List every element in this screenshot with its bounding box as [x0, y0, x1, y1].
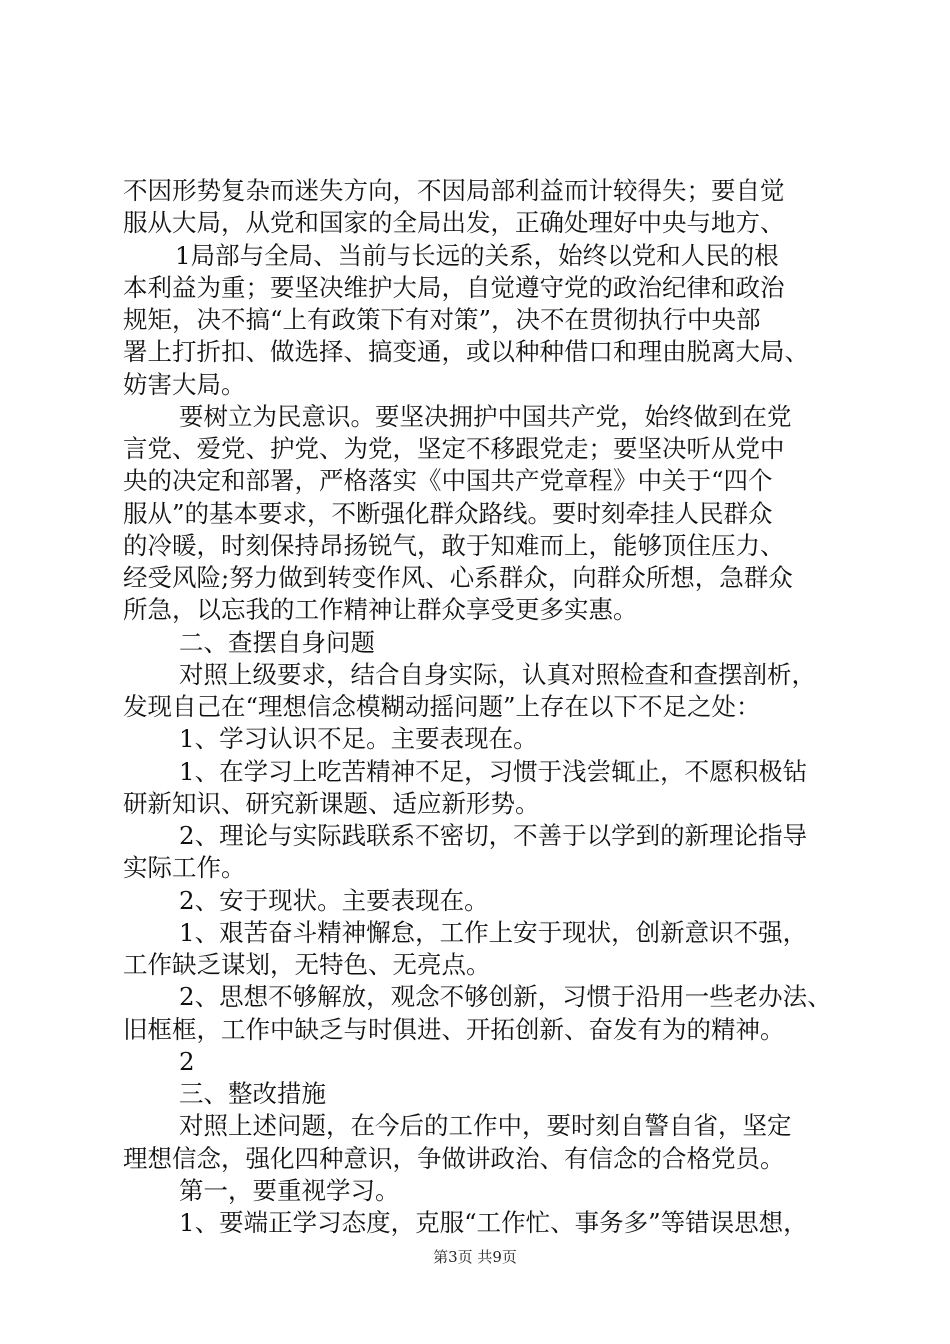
text-line: 工作缺乏谋划，无特色、无亮点。 — [123, 950, 491, 979]
text-line: 1、要端正学习态度，克服“工作忙、事务多”等错误思想， — [179, 1208, 808, 1237]
text-line: 所急，以忘我的工作精神让群众享受更多实惠。 — [123, 595, 638, 625]
text-line: 央的决定和部署，严格落实《中国共产党章程》中关于“四个 — [123, 466, 773, 496]
text-line: 1、艰苦奋斗精神懈怠，工作上安于现状，创新意识不强， — [179, 917, 808, 947]
text-line: 的冷暖，时刻保持昂扬锐气，敢于知难而上，能够顶住压力、 — [123, 530, 785, 560]
text-line: 服从”的基本要求，不断强化群众路线。要时刻牵挂人民群众 — [123, 498, 773, 528]
text-line: 2、安于现状。主要表现在。 — [179, 885, 489, 915]
document-body — [123, 175, 835, 1239]
text-line: 妨害大局。 — [123, 369, 246, 399]
text-line: 研新知识、研究新课题、适应新形势。 — [123, 788, 540, 818]
page-footer: 第3页 共9页 — [433, 1248, 517, 1266]
text-line: 署上打折扣、做选择、搞变通，或以种种借口和理由脱离大局、 — [123, 337, 809, 367]
text-line: 1局部与全局、当前与长远的关系，始终以党和人民的根 — [175, 240, 779, 270]
text-line: 经受风险;努力做到转变作风、心系群众，向群众所想，急群众 — [123, 563, 793, 592]
text-line: 服从大局，从党和国家的全局出发，正确处理好中央与地方、 — [123, 208, 785, 238]
text-line: 1、学习认识不足。主要表现在。 — [179, 724, 538, 754]
text-line: 不因形势复杂而迷失方向，不因局部利益而计较得失；要自觉 — [123, 176, 785, 205]
text-line: 言党、爱党、护党、为党，坚定不移跟党走；要坚决听从党中 — [123, 434, 785, 463]
text-line: 第一，要重视学习。 — [179, 1175, 400, 1205]
text-line: 对照上述问题，在今后的工作中，要时刻自警自省，坚定 — [179, 1111, 792, 1141]
section-heading: 三、整改措施 — [179, 1079, 326, 1108]
text-line: 规矩，决不搞“上有政策下有对策”，决不在贯彻执行中央部 — [123, 305, 761, 334]
text-line: 2、理论与实际践联系不密切，不善于以学到的新理论指导 — [179, 821, 808, 850]
text-line: 要树立为民意识。要坚决拥护中国共产党，始终做到在党 — [179, 401, 792, 431]
text-line: 对照上级要求，结合自身实际，认真对照检查和查摆剖析， — [179, 659, 816, 689]
text-line: 2、思想不够解放，观念不够创新，习惯于沿用一些老办法、 — [179, 982, 832, 1012]
text-line: 2 — [179, 1046, 195, 1076]
text-line: 发现自己在“理想信念模糊动摇问题”上存在以下不足之处： — [123, 692, 761, 721]
text-line: 理想信念，强化四种意识，争做讲政治、有信念的合格党员。 — [123, 1143, 785, 1173]
text-line: 旧框框，工作中缺乏与时俱进、开拓创新、奋发有为的精神。 — [123, 1014, 785, 1044]
text-line: 1、在学习上吃苦精神不足，习惯于浅尝辄止，不愿积极钻 — [179, 756, 808, 786]
section-heading: 二、查摆自身问题 — [179, 627, 375, 657]
text-line: 本利益为重；要坚决维护大局，自觉遵守党的政治纪律和政治 — [123, 272, 785, 302]
text-line: 实际工作。 — [123, 853, 246, 883]
